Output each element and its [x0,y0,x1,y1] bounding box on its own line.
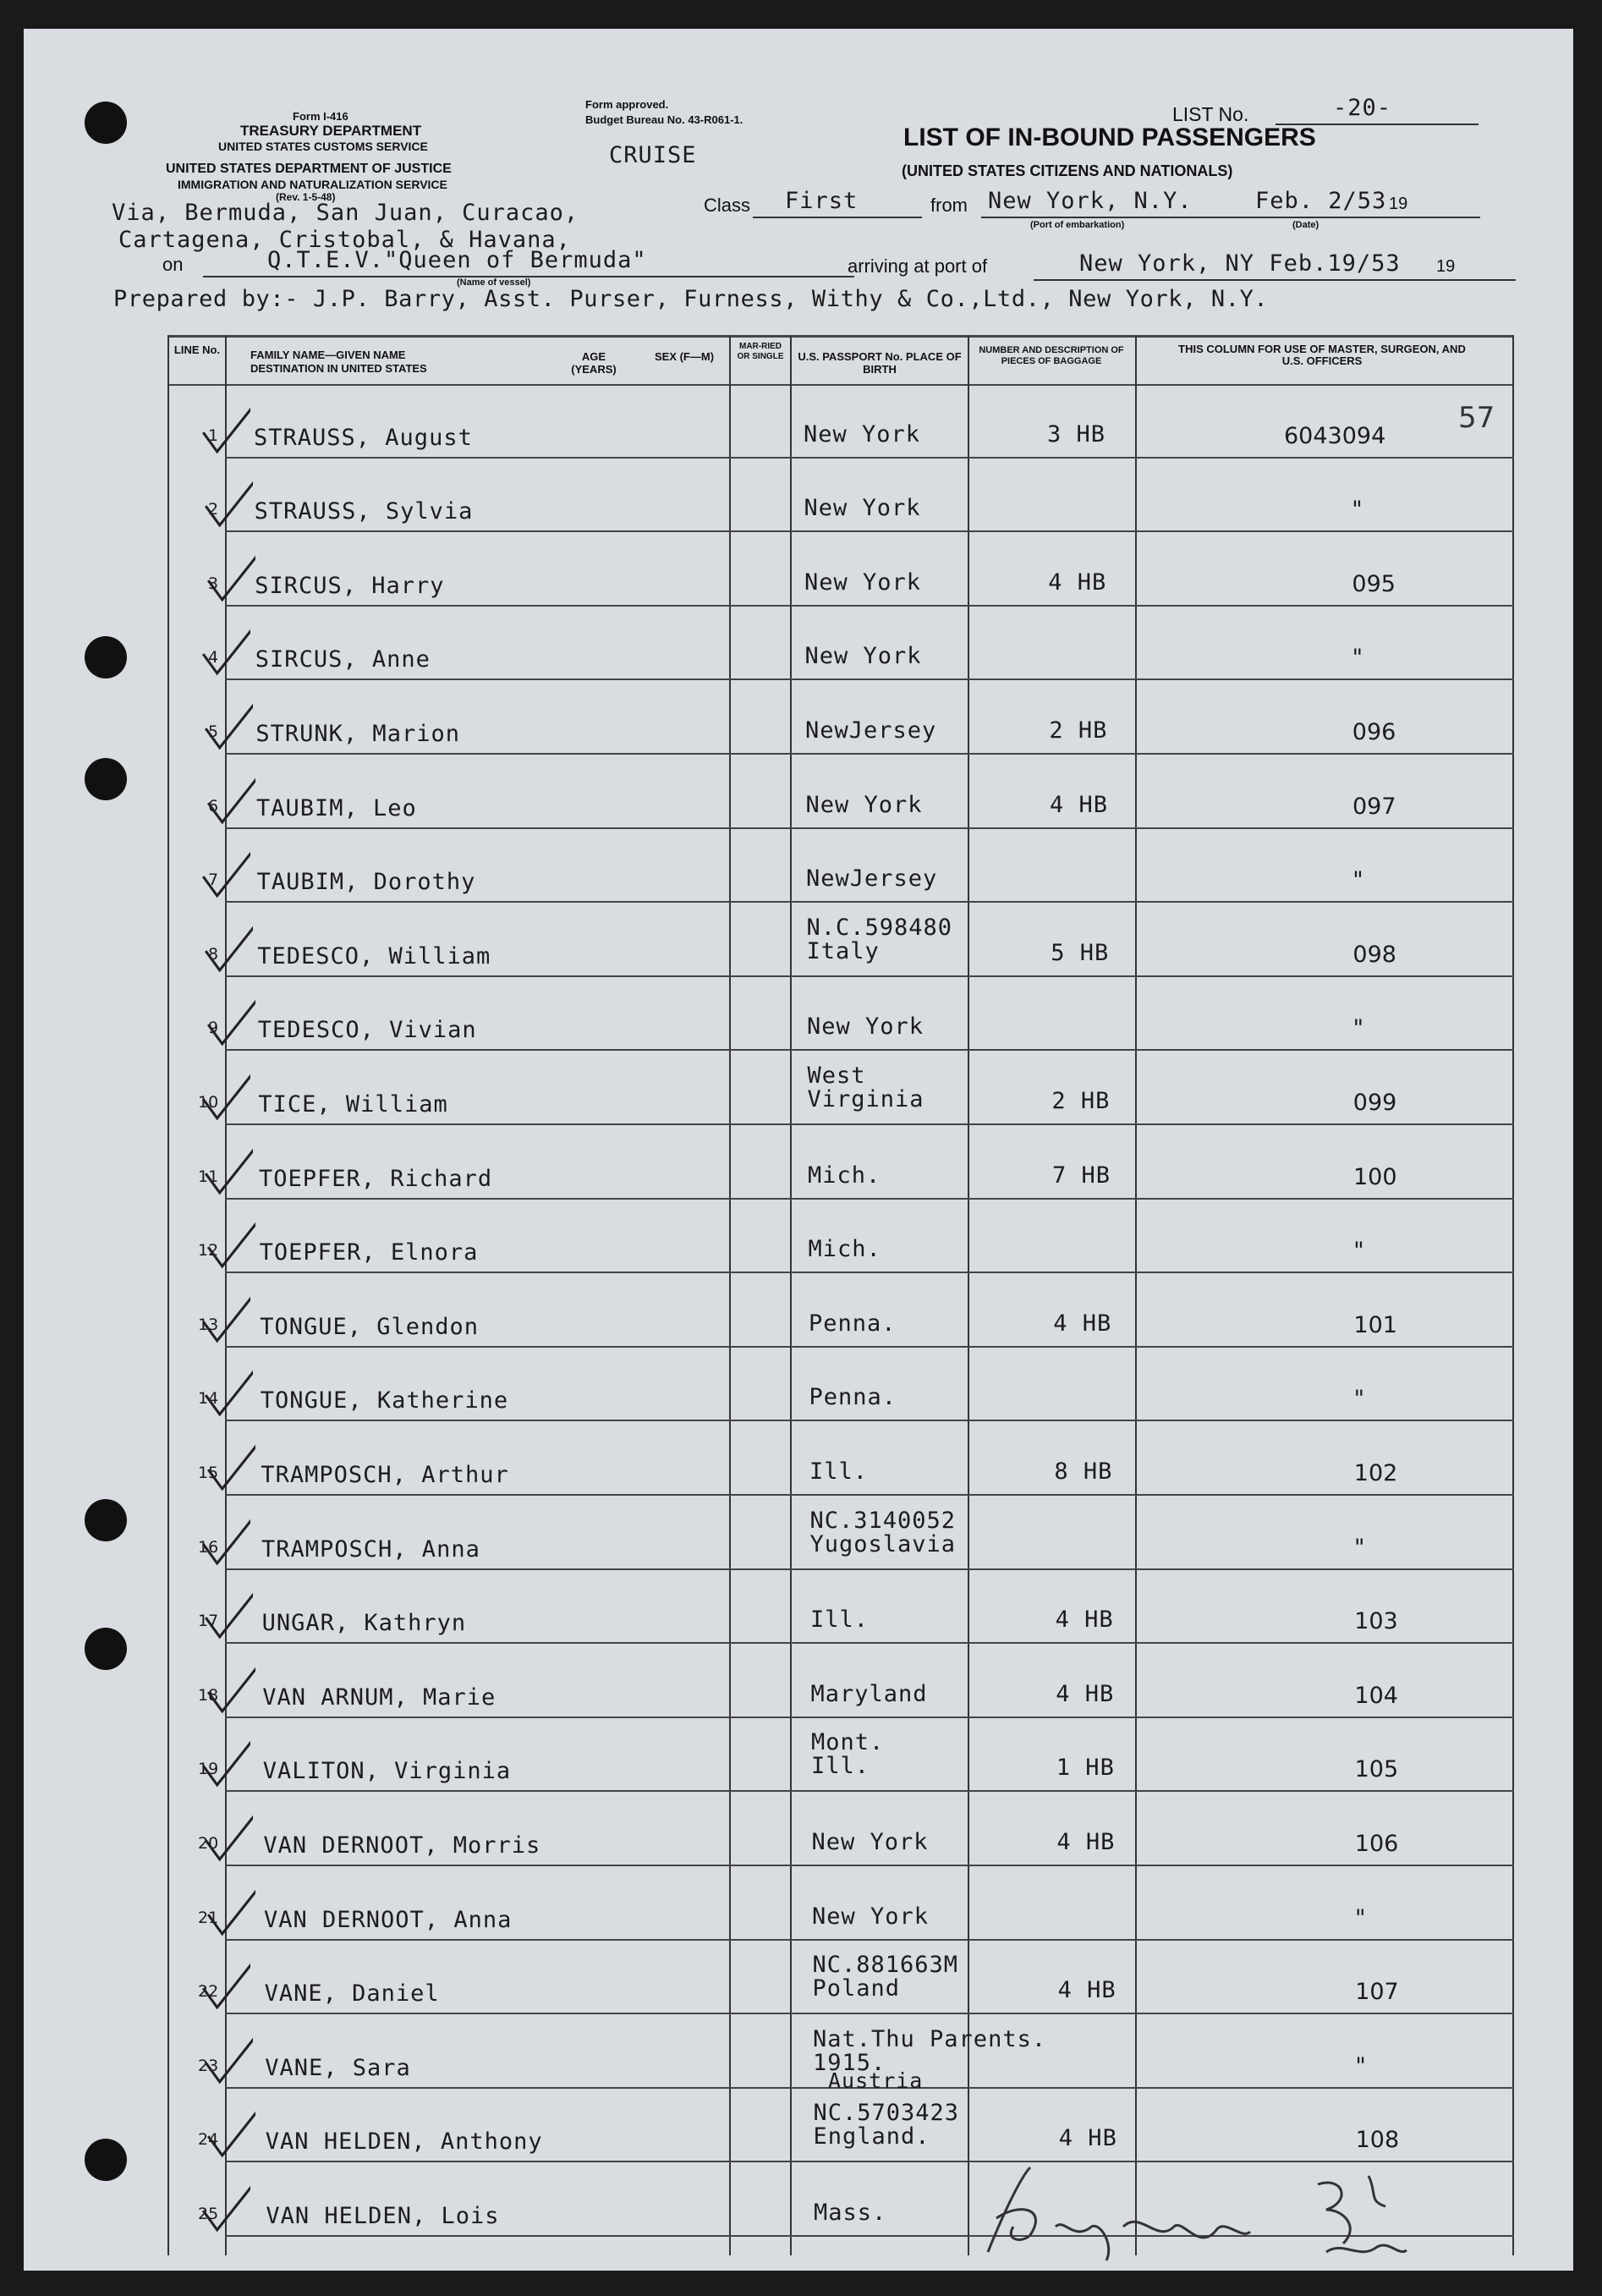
line-number: 15 [198,1464,219,1482]
line-number: 10 [198,1093,219,1112]
col-header-married: MAR-RIED OR SINGLE [737,342,784,361]
place-of-birth: New York [804,569,922,596]
place-of-birth: Maryland [810,1680,928,1707]
row-divider [225,678,1514,680]
officer-note: 100 [1353,1163,1397,1190]
check-mark [198,1069,250,1122]
row-divider [225,1346,1514,1348]
row-divider [225,753,1514,755]
list-no-label: LIST No. [1172,103,1249,125]
punch-hole [85,102,127,144]
punch-hole [85,758,127,800]
col-border [729,335,731,2255]
passenger-name: VALITON, Virginia [262,1758,512,1785]
officer-note: 106 [1354,1831,1399,1857]
passenger-name: TEDESCO, Vivian [257,1017,477,1044]
place-of-birth: NC.881663M [812,1952,959,1979]
officer-note: 6043094 [1284,422,1386,449]
line-number: 12 [198,1241,219,1261]
budget-bureau: Budget Bureau No. 43-R061-1. [585,113,743,126]
officer-note: 103 [1354,1608,1398,1635]
officer-note: 098 [1352,941,1396,968]
date-note: (Date) [1292,220,1319,230]
passenger-name: TAUBIM, Leo [256,794,417,821]
line-number: 11 [198,1167,219,1186]
row-divider [225,1049,1514,1051]
passenger-name: VANE, Sara [265,2054,411,2081]
check-mark [200,476,253,529]
line-number: 3 [208,574,219,593]
baggage: 4 HB [1058,2125,1117,2152]
baggage: 3 HB [1047,420,1106,448]
form-number: Form I-416 [293,110,348,123]
passenger-name: VAN ARNUM, Marie [262,1684,497,1711]
line-number: 23 [198,2056,219,2075]
punch-hole [85,1499,127,1541]
form-approved: Form approved. [585,98,669,111]
place-of-birth: New York [804,420,921,448]
line-number: 8 [208,944,219,964]
line-number: 20 [198,1834,219,1853]
check-mark [203,2106,255,2159]
place-of-birth: New York [812,1903,930,1930]
line-number: 7 [208,871,219,890]
treasury-department: TREASURY DEPARTMENT [240,123,422,139]
col-border [790,335,792,2255]
page-number: 57 [1458,401,1495,435]
line-number: 16 [198,1537,219,1557]
row-divider [225,530,1514,532]
baggage: 4 HB [1056,1829,1116,1855]
baggage: 4 HB [1053,1310,1112,1337]
arriving-label: arriving at port of [848,255,988,277]
class-label: Class [704,195,751,216]
check-mark [200,1365,253,1418]
place-of-birth: West [807,1063,866,1089]
officer-note: " [1353,1238,1364,1265]
place-of-birth-2: Poland [812,1975,901,2002]
officer-note: " [1355,2052,1366,2079]
class-value: First [785,188,859,214]
place-of-birth-2: Virginia [807,1086,924,1112]
place-of-birth: NewJersey [805,717,937,744]
officer-note: " [1352,867,1363,894]
page-subtitle: (UNITED STATES CITIZENS AND NATIONALS) [902,162,1233,179]
officer-note: " [1352,1015,1364,1042]
class-underline [753,217,922,218]
signature-text [1208,2194,1214,2195]
page-title: LIST OF IN-BOUND PASSENGERS [903,124,1316,151]
passenger-name: TRAMPOSCH, Anna [261,1535,480,1563]
line-number: 14 [198,1389,219,1409]
vessel-note: (Name of vessel) [457,277,531,288]
place-of-birth-3: Austria [828,2068,924,2093]
passenger-name: VAN DERNOOT, Anna [264,1906,513,1933]
passenger-name: VAN HELDEN, Anthony [265,2128,543,2156]
baggage: 1 HB [1056,1755,1115,1782]
baggage: 5 HB [1051,939,1110,966]
manifest-sheet [24,29,1573,2271]
row-divider [225,605,1514,607]
check-mark [200,699,253,751]
row-divider [225,457,1514,459]
punch-hole [85,1628,127,1670]
line-number: 1 [208,426,219,445]
place-of-birth: NC.3140052 [809,1507,957,1534]
col-header-passport: U.S. PASSPORT No. PLACE OF BIRTH [798,350,962,376]
officer-note: 095 [1352,570,1396,597]
check-mark [203,551,255,603]
embarkation-note: (Port of embarkation) [1030,220,1125,230]
signature-time [1343,2194,1347,2195]
passenger-name: TAUBIM, Dorothy [256,869,476,896]
baggage: 2 HB [1049,717,1108,744]
officer-note: 105 [1354,1756,1399,1783]
cartagena-line: Cartagena, Cristobal, & Havana, [118,227,571,253]
table-top-border [169,335,1514,338]
inspector-signature [971,2159,1411,2269]
officer-note: " [1355,1904,1366,1931]
baggage: 4 HB [1056,1680,1115,1707]
passenger-name: TONGUE, Katherine [260,1387,509,1414]
col-border [1135,335,1137,2255]
passenger-name: VAN HELDEN, Lois [266,2203,500,2229]
check-mark [198,1514,250,1567]
line-number: 25 [198,2205,219,2223]
check-mark [203,1217,255,1270]
table-header-border [169,384,1514,386]
vessel-name: Q.T.E.V."Queen of Bermuda" [267,247,647,273]
check-mark [203,1440,255,1492]
place-of-birth: NewJersey [806,865,938,893]
justice-department: UNITED STATES DEPARTMENT OF JUSTICE [166,162,452,176]
line-number: 17 [198,1612,219,1631]
line-number: 22 [198,1982,219,2002]
officer-note: " [1352,497,1363,524]
check-mark [198,1292,250,1344]
row-divider [225,1939,1514,1941]
place-of-birth: Mich. [808,1236,881,1263]
place-of-birth: Mich. [808,1162,881,1189]
line-number: 24 [198,2130,219,2150]
place-of-birth-2: Ill. [811,1753,870,1780]
customs-service: UNITED STATES CUSTOMS SERVICE [218,140,428,153]
row-divider [225,1568,1514,1570]
place-of-birth: New York [807,1013,924,1041]
col-header-line: LINE No. [173,343,221,356]
arriving-underline [1034,279,1516,281]
place-of-birth: Ill. [810,1607,870,1634]
check-mark [198,1958,250,2011]
baggage: 4 HB [1050,791,1109,818]
check-mark [200,921,253,974]
on-label: on [162,254,184,275]
passenger-name: TONGUE, Glendon [260,1313,480,1340]
place-of-birth-2: England. [813,2123,930,2150]
col-header-name: FAMILY NAME—GIVEN NAME DESTINATION IN UNITED STATES [250,349,427,375]
check-mark [198,847,250,899]
officer-note: 097 [1352,793,1396,820]
arriving-suffix: 19 [1436,257,1456,276]
place-of-birth: Penna. [809,1310,897,1337]
place-of-birth: Mass. [814,2200,887,2226]
place-of-birth: N.C.598480 [806,914,953,941]
baggage: 4 HB [1057,1977,1116,2004]
place-of-birth: New York [805,791,923,818]
embarkation-date: Feb. 2/53 [1255,188,1387,214]
check-mark [198,1736,250,1788]
officer-note: 108 [1355,2127,1400,2154]
revision-date: (Rev. 1-5-48) [276,191,336,203]
check-mark [203,773,255,826]
place-of-birth: New York [804,643,922,670]
check-mark [203,1885,255,1937]
baggage: 4 HB [1055,1607,1114,1634]
check-mark [198,2181,250,2233]
officer-note: " [1353,1386,1365,1413]
prepared-by: Prepared by:- J.P. Barry, Asst. Purser, Furness, Withy & Co.,Ltd., New York, N.Y. [113,286,1269,312]
punch-hole [85,2139,127,2181]
check-mark [203,1662,255,1715]
row-divider [225,1865,1514,1866]
row-divider [225,1420,1514,1421]
col-header-baggage: NUMBER AND DESCRIPTION OF PIECES OF BAGGAGE [979,345,1124,366]
from-label: from [930,195,968,216]
passenger-name: UNGAR, Kathryn [261,1610,467,1637]
date-suffix: 19 [1389,195,1408,213]
row-divider [225,1790,1514,1792]
from-underline [981,217,1480,218]
row-divider [225,1717,1514,1718]
row-divider [225,2013,1514,2014]
passenger-name: TRAMPOSCH, Arthur [261,1462,509,1488]
col-border [968,335,969,2255]
place-of-birth-2: 1915. [813,2049,886,2076]
check-mark [198,624,250,677]
line-number: 5 [208,722,219,741]
officer-note: 102 [1353,1460,1398,1486]
row-divider [225,1123,1514,1125]
place-of-birth: Nat.Thu Parents. [813,2025,1047,2052]
line-number: 9 [208,1019,219,1038]
embarkation-port: New York, N.Y. [988,188,1193,214]
line-number: 21 [198,1908,219,1927]
row-divider [225,901,1514,903]
check-mark [200,2033,253,2085]
passenger-name: TICE, William [258,1091,448,1118]
line-number: 4 [208,648,219,667]
col-header-age: AGE (YEARS) [571,350,617,376]
passenger-name: SIRCUS, Anne [255,646,431,673]
line-number: 13 [198,1315,219,1334]
row-divider [225,1642,1514,1644]
row-divider [225,1494,1514,1496]
list-number: -20- [1333,95,1392,121]
place-of-birth: New York [804,495,921,522]
place-of-birth: Ill. [809,1458,869,1485]
passenger-name: TOEPFER, Richard [259,1165,493,1192]
check-mark [198,403,250,455]
check-mark [200,1588,253,1640]
punch-hole [85,636,127,678]
row-divider [225,975,1514,977]
place-of-birth-2: Yugoslavia [809,1530,957,1557]
place-of-birth: New York [811,1829,929,1855]
passenger-name: TEDESCO, William [257,942,491,969]
baggage: 8 HB [1054,1458,1113,1485]
baggage: 4 HB [1048,569,1107,596]
place-of-birth-2: Italy [806,937,880,964]
officer-note: " [1354,1534,1365,1561]
passenger-name: STRAUSS, Sylvia [254,498,474,525]
baggage: 2 HB [1051,1088,1111,1114]
officer-note: 104 [1354,1682,1398,1709]
check-mark [200,1810,253,1863]
line-number: 2 [208,500,219,519]
officer-note: 099 [1352,1090,1397,1116]
officer-note: " [1352,645,1363,672]
col-header-officers: THIS COLUMN FOR USE OF MASTER, SURGEON, AND U.S. OFFICERS [1178,343,1466,367]
check-mark [200,1144,253,1196]
passenger-name: TOEPFER, Elnora [259,1239,479,1266]
col-border [167,335,169,2255]
check-mark [203,995,255,1047]
row-divider [225,1198,1514,1200]
passenger-name: SIRCUS, Harry [255,572,445,599]
line-number: 19 [198,1760,219,1779]
col-header-sex: SEX (F—M) [654,350,715,363]
place-of-birth: Penna. [809,1384,897,1411]
cruise-label: CRUISE [609,142,697,168]
passenger-name: VANE, Daniel [264,1980,440,2008]
arriving-port: New York, NY Feb.19/53 [1079,250,1401,277]
officer-note: 107 [1355,1979,1399,2006]
passenger-name: STRUNK, Marion [255,721,460,747]
row-divider [225,1272,1514,1273]
baggage: 7 HB [1052,1162,1111,1189]
officer-note: 101 [1353,1311,1397,1338]
passenger-name: VAN DERNOOT, Morris [263,1832,541,1859]
via-line: Via, Bermuda, San Juan, Curacao, [112,200,579,226]
officer-note: 096 [1352,719,1396,745]
place-of-birth: NC.5703423 [813,2100,960,2127]
place-of-birth: Mont. [811,1729,885,1756]
passenger-name: STRAUSS, August [254,424,473,451]
line-number: 6 [208,796,219,816]
ins-service: IMMIGRATION AND NATURALIZATION SERVICE [178,178,447,191]
row-divider [225,827,1514,829]
col-border [1512,335,1514,2255]
line-number: 18 [198,1685,219,1705]
